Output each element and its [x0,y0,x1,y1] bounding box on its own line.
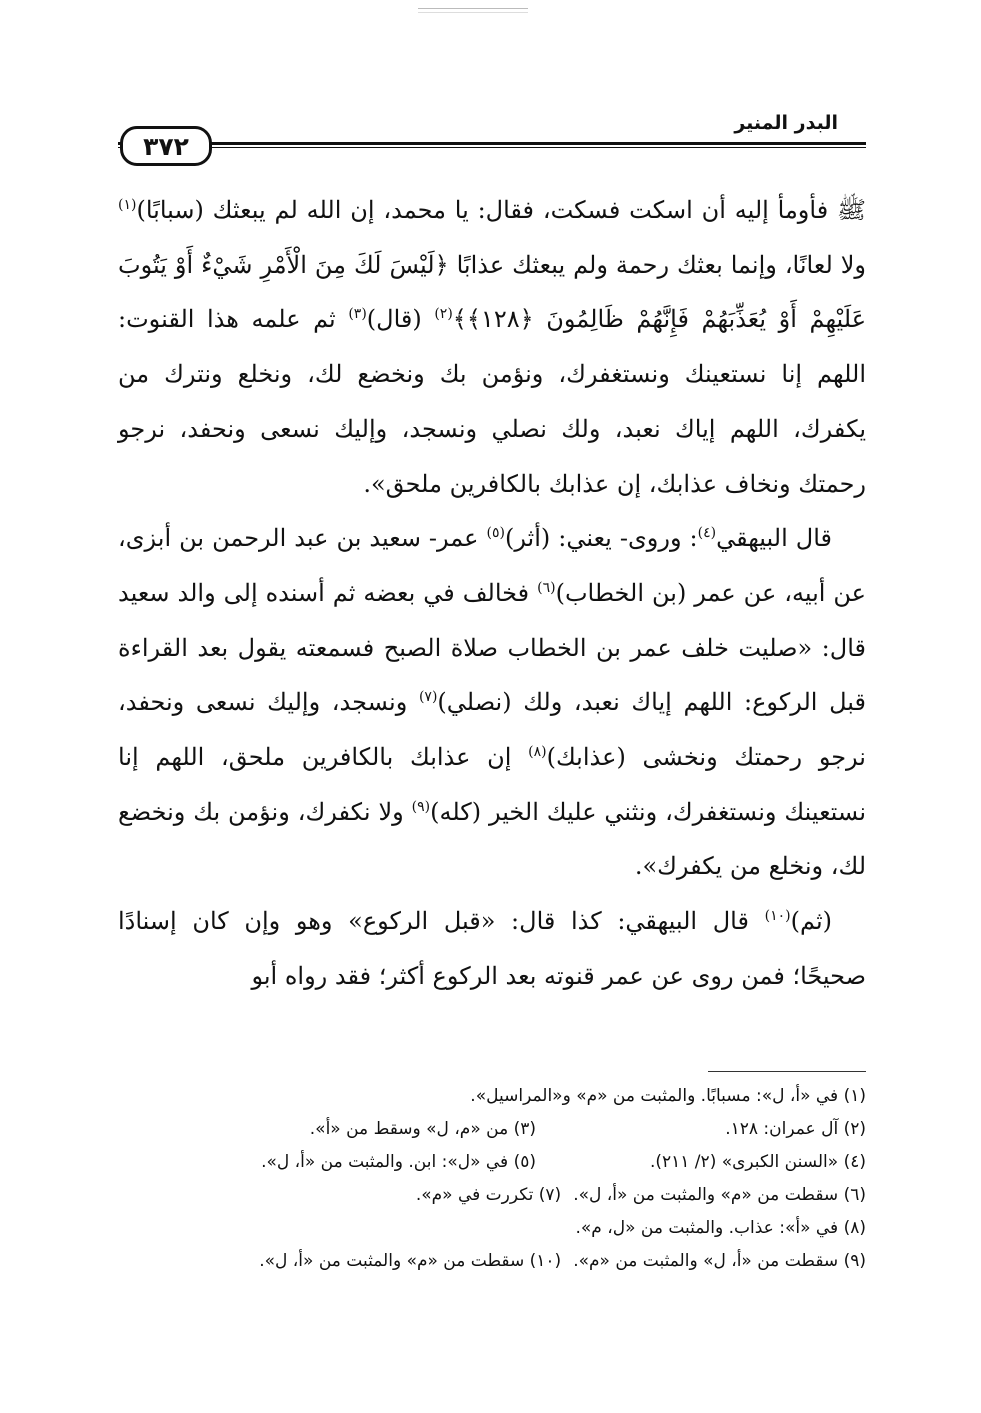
page-header [118,112,866,162]
footnote-5: (٥) في «ل»: ابن. والمثبت من «أ، ل». [261,1152,536,1172]
footnote-ref-3: (٣) [348,306,367,323]
paragraph-3 [118,894,866,1003]
footnote-ref-6: (٦) [537,579,556,596]
footnote-row [118,1179,866,1212]
footnote-ref-4: (٤) [697,525,717,542]
footnote-ref-8: (٨) [528,744,547,761]
text-span: قال البيهقي [716,524,832,553]
footnote-3: (٣) من «م، ل» وسقط من «أ». [309,1119,536,1139]
footnote-row [118,1146,866,1179]
text-span: قال البيهقي: كذا قال: «قبل الركوع» وهو وإن كان إسنادًا صحيحًا؛ فمن روى عن عمر قنوته بعد الركوع أكثر؛ فقد رواه أبو [118,907,866,990]
text-span: (ثم) [790,907,832,936]
text-span: ولا لعانًا، وإنما بعثك رحمة ولم يبعثك عذابًا ﴿لَيْسَ لَكَ مِنَ الْأَمْرِ شَيْءٌ أَوْ يَتُوبَ عَلَيْهِمْ أَوْ يُعَذِّبَهُمْ فَإِنَّهُمْ ظَالِمُونَ ﴿١٢٨﴾﴾ [118,250,867,334]
paragraph-1 [118,183,866,511]
footnote-9: (٩) سقطت من «أ، ل» والمثبت من «م». [573,1251,866,1271]
footnote-ref-2: (٢) [434,306,453,323]
footnote-separator [708,1071,866,1072]
footnote-6: (٦) سقطت من «م» والمثبت من «أ، ل». [573,1185,866,1205]
header-rule [118,142,866,148]
footnotes [118,1080,866,1278]
text-span: ثم علمه هذا القنوت: اللهم إنا نستعينك ونستغفرك، ونؤمن بك ونخضع لك، ونخلع ونترك من يكفرك، اللهم إياك نعبد، ولك نصلي ونسجد، وإليك نسعى ونحفد، نرجو رحمتك ونخاف عذابك، إن عذابك بالكافرين ملحق». [118,305,866,498]
text-span: : وروى- يعني: (أثر) [504,524,698,553]
footnote-row [118,1212,866,1245]
page-number: ٣٧٢ [120,126,212,166]
footnote-4: (٤) «السنن الكبرى» (٢/ ٢١١). [649,1152,866,1172]
footnote-8: (٨) في «أ»: عذاب. والمثبت من «ل، م». [575,1218,866,1238]
text-span: فخالف في بعضه ثم أسنده إلى والد سعيد قال: «صليت خلف عمر بن الخطاب صلاة الصبح فسمعته يقول بعد القراءة قبل الركوع: اللهم إياك نعبد، ولك (نصلي) [118,578,866,717]
running-title: البدر المنير [734,112,838,134]
footnote-2: (٢) آل عمران: ١٢٨. [725,1119,866,1139]
text-span: إن عذابك بالكافرين ملحق، اللهم إنا نستعينك ونستغفرك، ونثني عليك الخير (كله) [118,743,866,826]
text-span: ونسجد، وإليك نسعى ونحفد، نرجو رحمتك ونخشى (عذابك) [118,688,866,772]
footnote-ref-5: (٥) [486,525,505,542]
text-span: (قال) [366,305,435,334]
footnote-1: (١) في «أ، ل»: مسبابًا. والمثبت من «م» و«المراسيل». [470,1086,866,1106]
footnote-row [118,1245,866,1278]
main-text [118,183,866,1004]
text-span: ﷺ فأومأ إليه أن اسكت فسكت، فقال: يا محمد، إن الله لم يبعثك (سبابًا) [136,196,866,224]
footnote-ref-1: (١) [118,197,137,213]
text-span: عمر- سعيد بن عبد الرحمن بن أبزى، عن أبيه، عن عمر (بن الخطاب) [118,524,866,607]
scan-artifact-mark [418,8,528,13]
footnote-row [118,1080,866,1113]
paragraph-2 [118,511,866,894]
footnote-ref-7: (٧) [418,689,438,706]
footnote-ref-10: (١٠) [764,908,791,925]
footnote-row [118,1113,866,1146]
text-span: ولا نكفرك، ونؤمن بك ونخضع لك، ونخلع من يكفرك». [118,797,866,881]
footnote-7: (٧) تكررت في «م». [415,1185,562,1205]
footnote-10: (١٠) سقطت من «م» والمثبت من «أ، ل». [259,1251,562,1271]
footnote-ref-9: (٩) [411,798,431,815]
